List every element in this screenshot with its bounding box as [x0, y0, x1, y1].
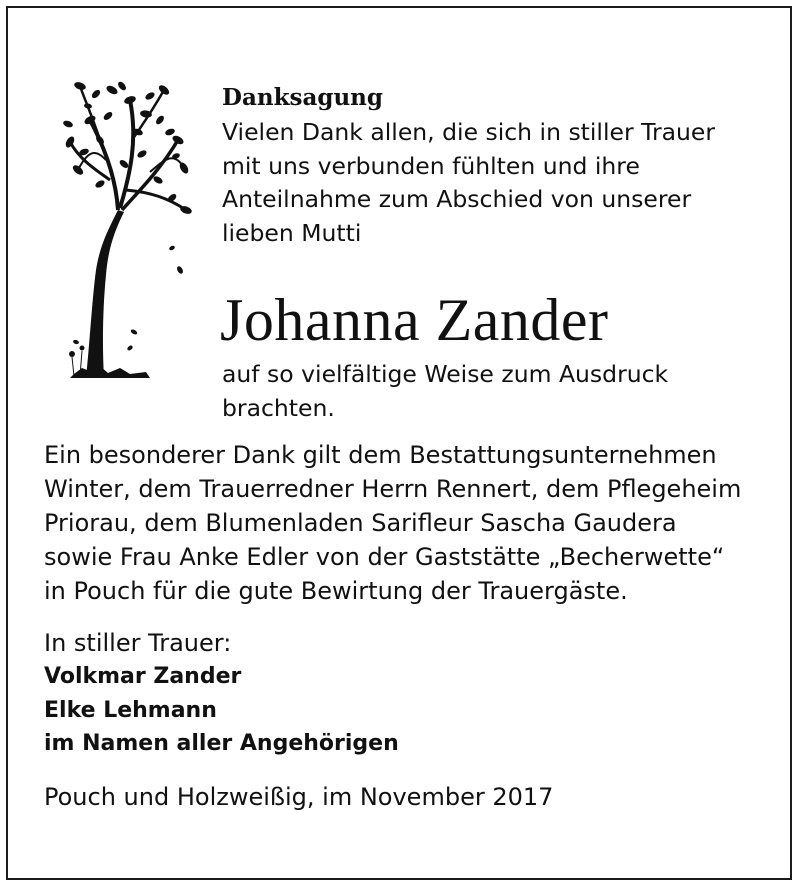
heading: Danksagung: [222, 84, 383, 111]
intro-block: [222, 82, 782, 250]
thanks-paragraph: [44, 438, 784, 608]
signatory: Elke Lehmann: [44, 697, 217, 723]
thanks-line: Winter, dem Trauerredner Herrn Rennert, dem Pflegeheim: [44, 475, 742, 503]
place-date: Pouch und Holzweißig, im November 2017: [44, 783, 554, 811]
after-name-block: [222, 358, 782, 425]
thanks-line: sowie Frau Anke Edler von der Gaststätte „Becherwette“: [44, 543, 725, 571]
after-line: auf so vielfältige Weise zum Ausdruck: [222, 360, 669, 388]
intro-line: lieben Mutti: [222, 218, 362, 247]
intro-line: Anteilnahme zum Abschied von unserer: [222, 185, 692, 213]
deceased-name: Johanna Zander: [220, 287, 609, 353]
intro-line: Vielen Dank allen, die sich in stiller Trauer: [222, 118, 716, 146]
tree-with-falling-leaves-icon: [60, 80, 195, 380]
thanks-line: Priorau, dem Blumenladen Sarifleur Sascha Gaudera: [44, 509, 677, 537]
mourning-label: In stiller Trauer:: [44, 629, 232, 657]
thanks-line: in Pouch für die gute Bewirtung der Trauergäste.: [44, 577, 628, 605]
thanks-line: Ein besonderer Dank gilt dem Bestattungsunternehmen: [44, 441, 717, 469]
after-line: brachten.: [222, 393, 335, 422]
signature-block: [44, 626, 744, 761]
signatory: im Namen aller Angehörigen: [44, 731, 399, 756]
intro-line: mit uns verbunden fühlten und ihre: [222, 151, 640, 180]
signatory: Volkmar Zander: [44, 664, 242, 689]
